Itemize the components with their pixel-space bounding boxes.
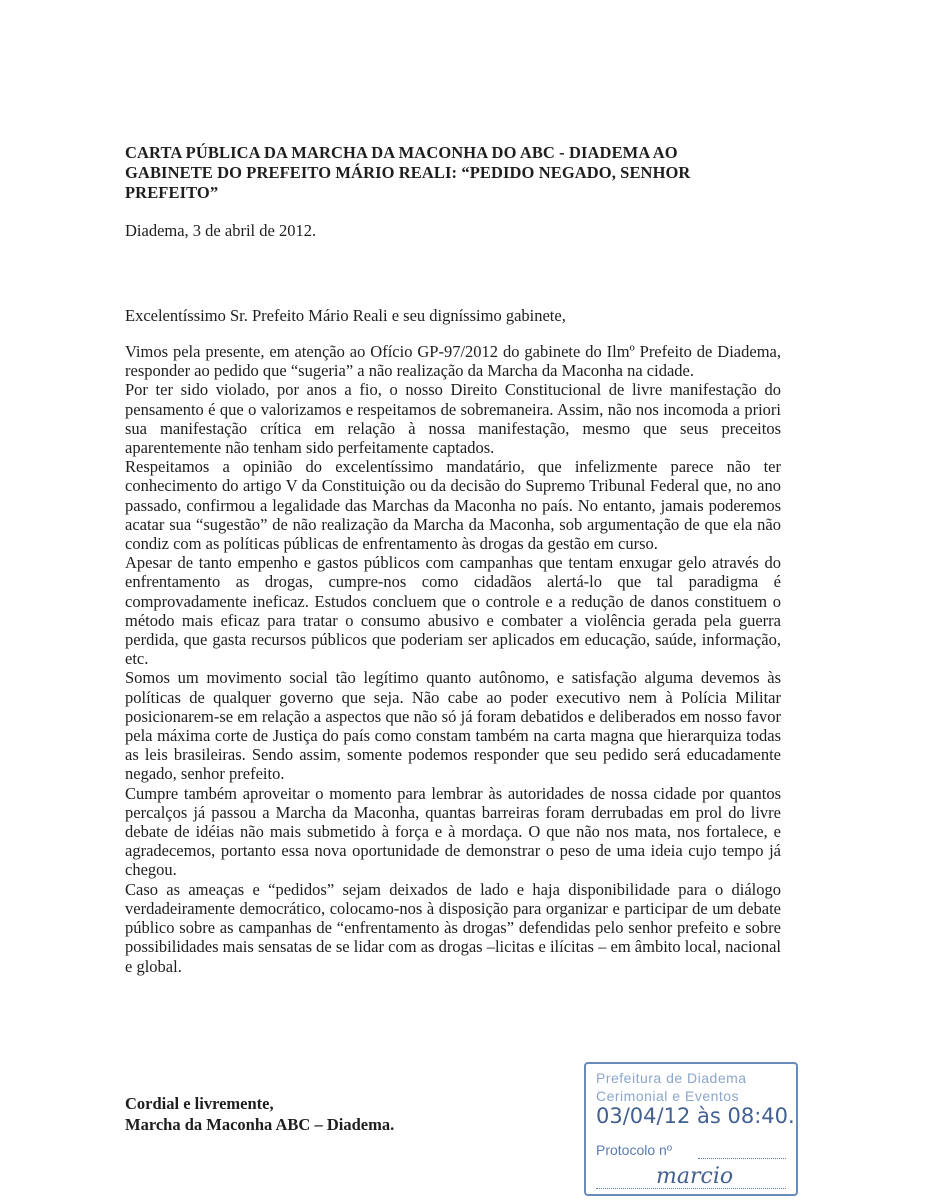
stamp-handwritten-signature: marcio [656,1164,734,1189]
body-paragraph: Vimos pela presente, em atenção ao Ofício GP-97/2012 do gabinete do Ilmº Prefeito de Diadema, responder ao pedido que “sugeria” a não realização da Marcha da Maconha na cidade. [125,342,781,381]
body-paragraph: Somos um movimento social tão legítimo quanto autônomo, e satisfação alguma devemos às políticas de qualquer governo que seja. Não cabe ao poder executivo nem à Polícia Militar posicionarem-se em relação a aspectos que não só já foram debatidos e deliberados em nosso favor pela máxima corte de Justiça do país como constam também na carta magna que hierarquiza todas as leis brasileiras. Sendo assim, somente podemos responder que seu pedido será educadamente negado, senhor prefeito. [125,668,781,784]
stamp-line-1: Prefeitura de Diadema [596,1070,747,1086]
letter-title: CARTA PÚBLICA DA MARCHA DA MACONHA DO ABC - DIADEMA AO GABINETE DO PREFEITO MÁRIO REALI: “PEDIDO NEGADO, SENHOR PREFEITO” [125,143,691,202]
closing-line: Cordial e livremente, [125,1094,274,1113]
stamp-protocol-line [698,1158,786,1159]
stamp-received-datetime: 03/04/12 às 08:40. [596,1104,795,1128]
body-paragraph: Por ter sido violado, por anos a fio, o nosso Direito Constitucional de livre manifestação do pensamento é que o valorizamos e respeitamos de sobremaneira. Assim, não nos incomoda a priori sua manifestação crítica em relação à nossa manifestação, mesmo que seus preceitos aparentemente não tenham sido perfeitamente captados. [125,380,781,458]
letter-body [125,342,781,976]
stamp-line-2: Cerimonial e Eventos [596,1088,740,1104]
body-paragraph: Caso as ameaças e “pedidos” sejam deixados de lado e haja disponibilidade para o diálogo verdadeiramente democrático, colocamo-nos à disposição para organizar e participar de um debate público sobre as campanhas de “enfrentamento às drogas” defendidas pelo senhor prefeito e sobre possibilidades mais sensatas de se lidar com as drogas –licitas e ilícitas – em âmbito local, nacional e global. [125,879,781,976]
protocol-stamp [584,1062,798,1196]
stamp-bottom-line [596,1188,786,1189]
signature-line: Marcha da Maconha ABC – Diadema. [125,1115,395,1134]
letter-date: Diadema, 3 de abril de 2012. [125,221,317,240]
body-paragraph: Cumpre também aproveitar o momento para lembrar às autoridades de nossa cidade por quantos percalços já passou a Marcha da Maconha, quantas barreiras foram derrubadas em prol do livre debate de idéias não mais submetido à força e à mordaça. O que não nos mata, nos fortalece, e agradecemos, portanto essa nova oportunidade de demonstrar o peso de uma ideia cujo tempo já chegou. [125,783,781,880]
letter-closing-block [125,1093,394,1135]
stamp-protocol-label: Protocolo nº [596,1142,672,1158]
body-paragraph: Respeitamos a opinião do excelentíssimo mandatário, que infelizmente parece não ter conhecimento do artigo V da Constituição ou da decisão do Supremo Tribunal Federal que, no ano passado, confirmou a legalidade das Marchas da Maconha no país. No entanto, jamais poderemos acatar sua “sugestão” de não realização da Marcha da Maconha, sob argumentação de que ela não condiz com as políticas públicas de enfrentamento às drogas da gestão em curso. [125,457,781,554]
letter-salutation: Excelentíssimo Sr. Prefeito Mário Reali e seu digníssimo gabinete, [125,306,566,325]
body-paragraph: Apesar de tanto empenho e gastos públicos com campanhas que tentam enxugar gelo através do enfrentamento as drogas, cumpre-nos como cidadãos alertá-lo que tal paradigma é comprovadamente ineficaz. Estudos concluem que o controle e a redução de danos constituem o método mais eficaz para tratar o consumo abusivo e combater a violência gerada pela guerra perdida, que gasta recursos públicos que poderiam ser aplicados em educação, saúde, informação, etc. [125,553,781,669]
